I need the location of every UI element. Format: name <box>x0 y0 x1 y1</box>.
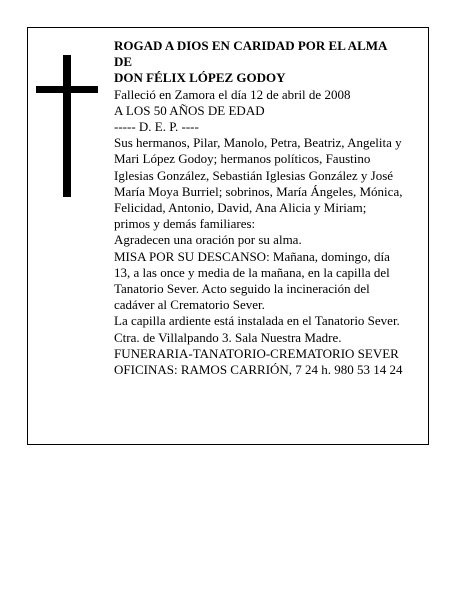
obituary-text <box>114 38 424 378</box>
mass-line: cadáver al Crematorio Sever. <box>114 297 265 313</box>
cross-icon <box>36 55 98 197</box>
offices-line: OFICINAS: RAMOS CARRIÓN, 7 24 h. 980 53 14 24 <box>114 362 403 378</box>
family-line: Iglesias González, Sebastián Iglesias González y José <box>114 167 394 183</box>
rip-line: ----- D. E. P. ---- <box>114 119 199 135</box>
family-line: Felicidad, Antonio, David, Ana Alicia y Miriam; <box>114 200 367 216</box>
chapel-line: Ctra. de Villalpando 3. Sala Nuestra Madre. <box>114 329 342 345</box>
heading-line: ROGAD A DIOS EN CARIDAD POR EL ALMA <box>114 38 388 53</box>
chapel-line: La capilla ardiente está instalada en el Tanatorio Sever. <box>114 313 400 329</box>
cross-horizontal-bar <box>36 86 98 93</box>
deceased-name: DON FÉLIX LÓPEZ GODOY <box>114 70 286 86</box>
mass-line: 13, a las once y media de la mañana, en la capilla del <box>114 264 390 280</box>
age-line: A LOS 50 AÑOS DE EDAD <box>114 102 265 118</box>
death-info: Falleció en Zamora el día 12 de abril de 2008 <box>114 86 351 102</box>
cross-vertical-bar <box>63 55 71 197</box>
family-line: María Moya Burriel; sobrinos, María Ángeles, Mónica, <box>114 183 403 199</box>
family-line: primos y demás familiares: <box>114 216 256 232</box>
funeral-home-line: FUNERARIA-TANATORIO-CREMATORIO SEVER <box>114 345 399 361</box>
heading-line: DE <box>114 54 133 70</box>
family-line: Sus hermanos, Pilar, Manolo, Petra, Beatriz, Angelita y <box>114 135 402 151</box>
family-line: Mari López Godoy; hermanos políticos, Faustino <box>114 151 371 167</box>
mass-line: Tanatorio Sever. Acto seguido la incineración del <box>114 281 370 297</box>
mass-line: MISA POR SU DESCANSO: Mañana, domingo, día <box>114 248 390 264</box>
thanks-line: Agradecen una oración por su alma. <box>114 232 302 248</box>
